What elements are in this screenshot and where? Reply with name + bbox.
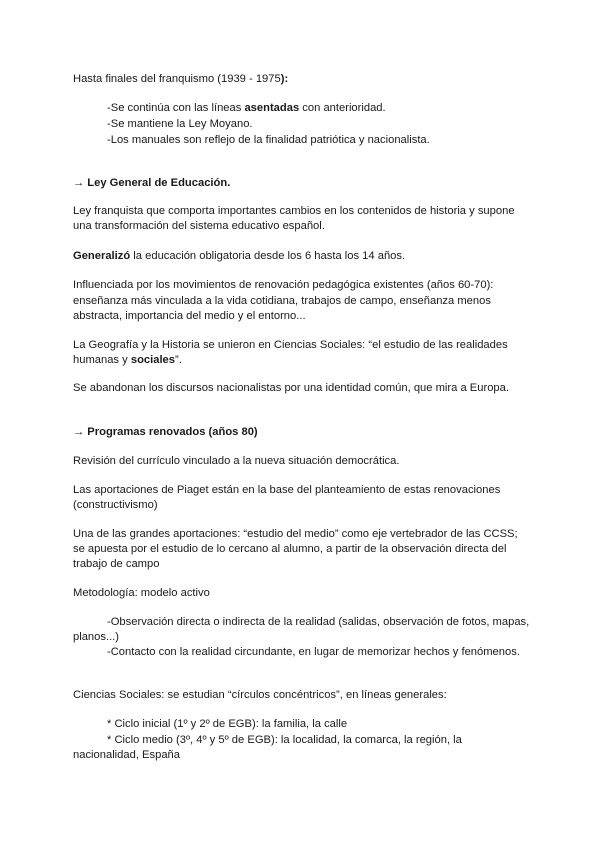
paragraph-line: trabajo de campo [73,558,160,570]
paragraph-line: Las aportaciones de Piaget están en la base del planteamiento de estas renovaciones [73,484,501,496]
section-title-ley-general: → Ley General de Educación. [73,177,231,189]
paragraph-line: Generalizó la educación obligatoria desde los 6 hasta los 14 años. [73,250,406,262]
list-item: -Observación directa o indirecta de la realidad (salidas, observación de fotos, mapas, [107,616,530,628]
intro-heading: Hasta finales del franquismo (1939 - 1975): [73,73,289,85]
section-title-programas-renovados: → Programas renovados (años 80) [73,426,258,438]
paragraph-line: Se abandonan los discursos nacionalistas por una identidad común, que mira a Europa. [73,382,509,394]
paragraph-line: abstracta, importancia del medio y el entorno... [73,310,306,322]
paragraph-line: se apuesta por el estudio de lo cercano al alumno, a partir de la observación directa del [73,543,507,555]
paragraph-line: enseñanza más vinculada a la vida cotidiana, trabajos de campo, enseñanza menos [73,295,491,307]
paragraph-line: Revisión del currículo vinculado a la nueva situación democrática. [73,455,400,467]
paragraph-line: (constructivismo) [73,499,158,511]
list-item: nacionalidad, España [73,749,180,761]
paragraph-line: Influenciada por los movimientos de renovación pedagógica existentes (años 60-70): [73,279,494,291]
paragraph-line: Ciencias Sociales: se estudian “círculos concéntricos”, en líneas generales: [73,689,447,701]
paragraph-line: Metodología: modelo activo [73,587,210,599]
list-item: * Ciclo medio (3º, 4º y 5º de EGB): la localidad, la comarca, la región, la [107,734,462,746]
paragraph-line: Ley franquista que comporta importantes cambios en los contenidos de historia y supone [73,205,515,217]
list-item: -Se continúa con las líneas asentadas con anterioridad. [107,102,386,114]
paragraph-line: Una de las grandes aportaciones: “estudio del medio” como eje vertebrador de las CCSS; [73,528,518,540]
paragraph-line: La Geografía y la Historia se unieron en Ciencias Sociales: “el estudio de las realidades [73,339,508,351]
list-item: -Contacto con la realidad circundante, en lugar de memorizar hechos y fenómenos. [107,646,520,658]
paragraph-line: una transformación del sistema educativo español. [73,220,325,232]
paragraph-line: humanas y sociales”. [73,354,182,366]
list-item: -Se mantiene la Ley Moyano. [107,118,253,130]
list-item: * Ciclo inicial (1º y 2º de EGB): la familia, la calle [107,718,348,730]
list-item: -Los manuales son reflejo de la finalidad patriótica y nacionalista. [107,134,430,146]
list-item: planos...) [73,631,120,643]
